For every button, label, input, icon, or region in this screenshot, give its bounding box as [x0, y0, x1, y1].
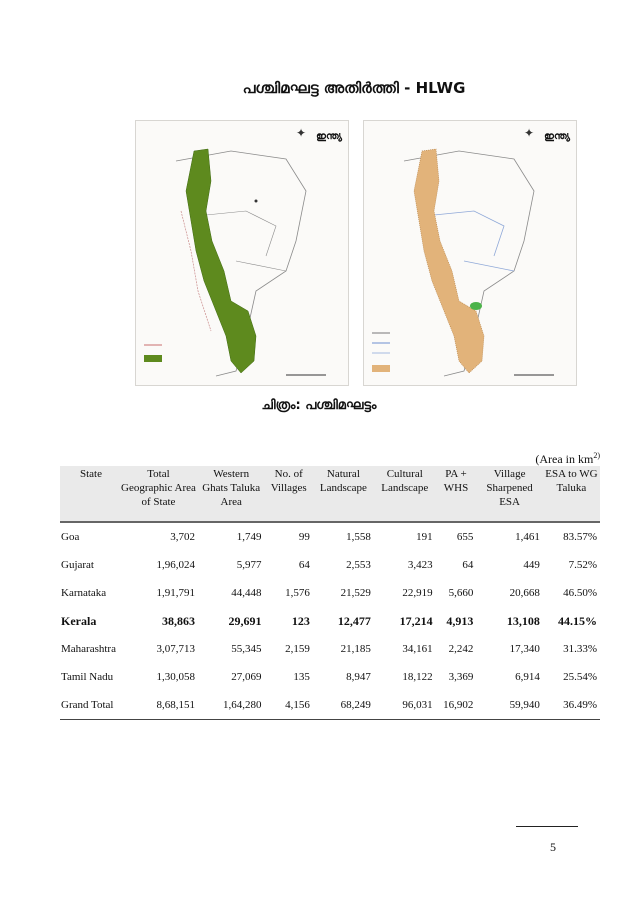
- value-cell: 1,64,280: [198, 691, 265, 720]
- value-cell: 64: [298, 559, 310, 571]
- ghats-area-table: [60, 466, 600, 720]
- value-cell: 8,68,151: [119, 691, 198, 720]
- value-cell: 34,161: [402, 643, 433, 655]
- value-cell: 1,96,024: [156, 559, 195, 571]
- state-cell: Gujarat: [61, 559, 94, 571]
- figure-title: പശ്ചിമഘട്ട അതിർത്തി - HLWG: [242, 79, 466, 97]
- left-map: [135, 120, 349, 386]
- figure-caption: ചിത്രം: പശ്ചിമഘട്ടം: [261, 398, 377, 413]
- value-cell: 29,691: [228, 613, 262, 628]
- column-header: Village Sharpened ESA: [476, 466, 543, 522]
- value-cell: 7.52%: [568, 559, 597, 571]
- value-cell: 21,185: [340, 643, 371, 655]
- value-cell: 17,214: [399, 613, 433, 628]
- value-cell: 2,242: [448, 643, 474, 655]
- column-header: No. of Villages: [264, 466, 312, 522]
- table-row: [60, 691, 600, 720]
- value-cell: 3,702: [170, 531, 195, 543]
- value-cell: 59,940: [476, 691, 543, 720]
- table-header-row: [60, 466, 600, 522]
- value-cell: 44,448: [231, 587, 262, 599]
- column-header: Cultural Landscape: [374, 466, 436, 522]
- value-cell: 1,576: [285, 587, 310, 599]
- column-header: Natural Landscape: [313, 466, 374, 522]
- value-cell: 3,369: [448, 671, 474, 683]
- state-cell: Tamil Nadu: [61, 671, 114, 683]
- value-cell: 99: [298, 531, 310, 543]
- column-header: ESA to WG Taluka: [543, 466, 600, 522]
- value-cell: 1,749: [236, 531, 262, 543]
- column-header: PA + WHS: [436, 466, 477, 522]
- table-body: [60, 522, 600, 720]
- value-cell: 27,069: [231, 671, 262, 683]
- value-cell: 2,553: [346, 559, 371, 571]
- value-cell: 4,156: [264, 691, 312, 720]
- table-row: [60, 579, 600, 607]
- value-cell: 1,91,791: [156, 587, 195, 599]
- table-row: [60, 551, 600, 579]
- value-cell: 1,558: [346, 531, 371, 543]
- value-cell: 3,423: [407, 559, 433, 571]
- value-cell: 13,108: [506, 613, 540, 628]
- value-cell: 17,340: [509, 643, 540, 655]
- compass-icon: ✦: [295, 126, 307, 140]
- right-map: [363, 120, 577, 386]
- value-cell: 191: [416, 531, 433, 543]
- value-cell: 2,159: [285, 643, 310, 655]
- state-cell: Grand Total: [60, 691, 119, 720]
- left-map-graphic: [136, 121, 348, 385]
- value-cell: 21,529: [340, 587, 371, 599]
- right-map-graphic: [364, 121, 576, 385]
- state-cell: Goa: [61, 531, 80, 543]
- value-cell: 449: [523, 559, 540, 571]
- value-cell: 22,919: [402, 587, 433, 599]
- column-header: Western Ghats Taluka Area: [198, 466, 265, 522]
- column-header: Total Geographic Area of State: [119, 466, 198, 522]
- unit-note-text: (Area in km: [535, 452, 594, 466]
- value-cell: 655: [456, 531, 474, 543]
- value-cell: 123: [291, 613, 310, 628]
- value-cell: 55,345: [231, 643, 262, 655]
- compass-icon: ✦: [523, 126, 535, 140]
- table-row: [60, 663, 600, 691]
- western-ghats-figure: [133, 74, 575, 386]
- value-cell: 4,913: [446, 613, 474, 628]
- page-number: 5: [550, 840, 556, 854]
- value-cell: 25.54%: [563, 671, 597, 683]
- table-row: [60, 522, 600, 551]
- unit-note-sup: 2): [593, 451, 600, 460]
- value-cell: 20,668: [509, 587, 540, 599]
- right-map-country-label: ഇന്ത്യ: [544, 131, 570, 142]
- value-cell: 5,660: [448, 587, 474, 599]
- value-cell: 18,122: [402, 671, 433, 683]
- value-cell: 44.15%: [558, 613, 597, 628]
- value-cell: 96,031: [374, 691, 436, 720]
- value-cell: 3,07,713: [156, 643, 195, 655]
- table-row: [60, 607, 600, 635]
- value-cell: 1,30,058: [156, 671, 195, 683]
- value-cell: 64: [462, 559, 474, 571]
- value-cell: 12,477: [337, 613, 371, 628]
- value-cell: 1,461: [515, 531, 540, 543]
- value-cell: 38,863: [161, 613, 195, 628]
- unit-note: [535, 451, 600, 467]
- state-cell: Karnataka: [61, 587, 107, 599]
- left-map-country-label: ഇന്ത്യ: [316, 131, 342, 142]
- table-row: [60, 635, 600, 663]
- value-cell: 46.50%: [563, 587, 597, 599]
- value-cell: 68,249: [313, 691, 374, 720]
- value-cell: 16,902: [436, 691, 477, 720]
- value-cell: 36.49%: [543, 691, 600, 720]
- value-cell: 5,977: [236, 559, 262, 571]
- value-cell: 8,947: [346, 671, 371, 683]
- value-cell: 31.33%: [563, 643, 597, 655]
- value-cell: 135: [293, 671, 310, 683]
- value-cell: 83.57%: [563, 531, 597, 543]
- value-cell: 6,914: [515, 671, 540, 683]
- state-cell: Kerala: [61, 613, 97, 628]
- state-cell: Maharashtra: [61, 643, 116, 655]
- footer-rule: [516, 826, 578, 827]
- column-header: State: [60, 466, 119, 522]
